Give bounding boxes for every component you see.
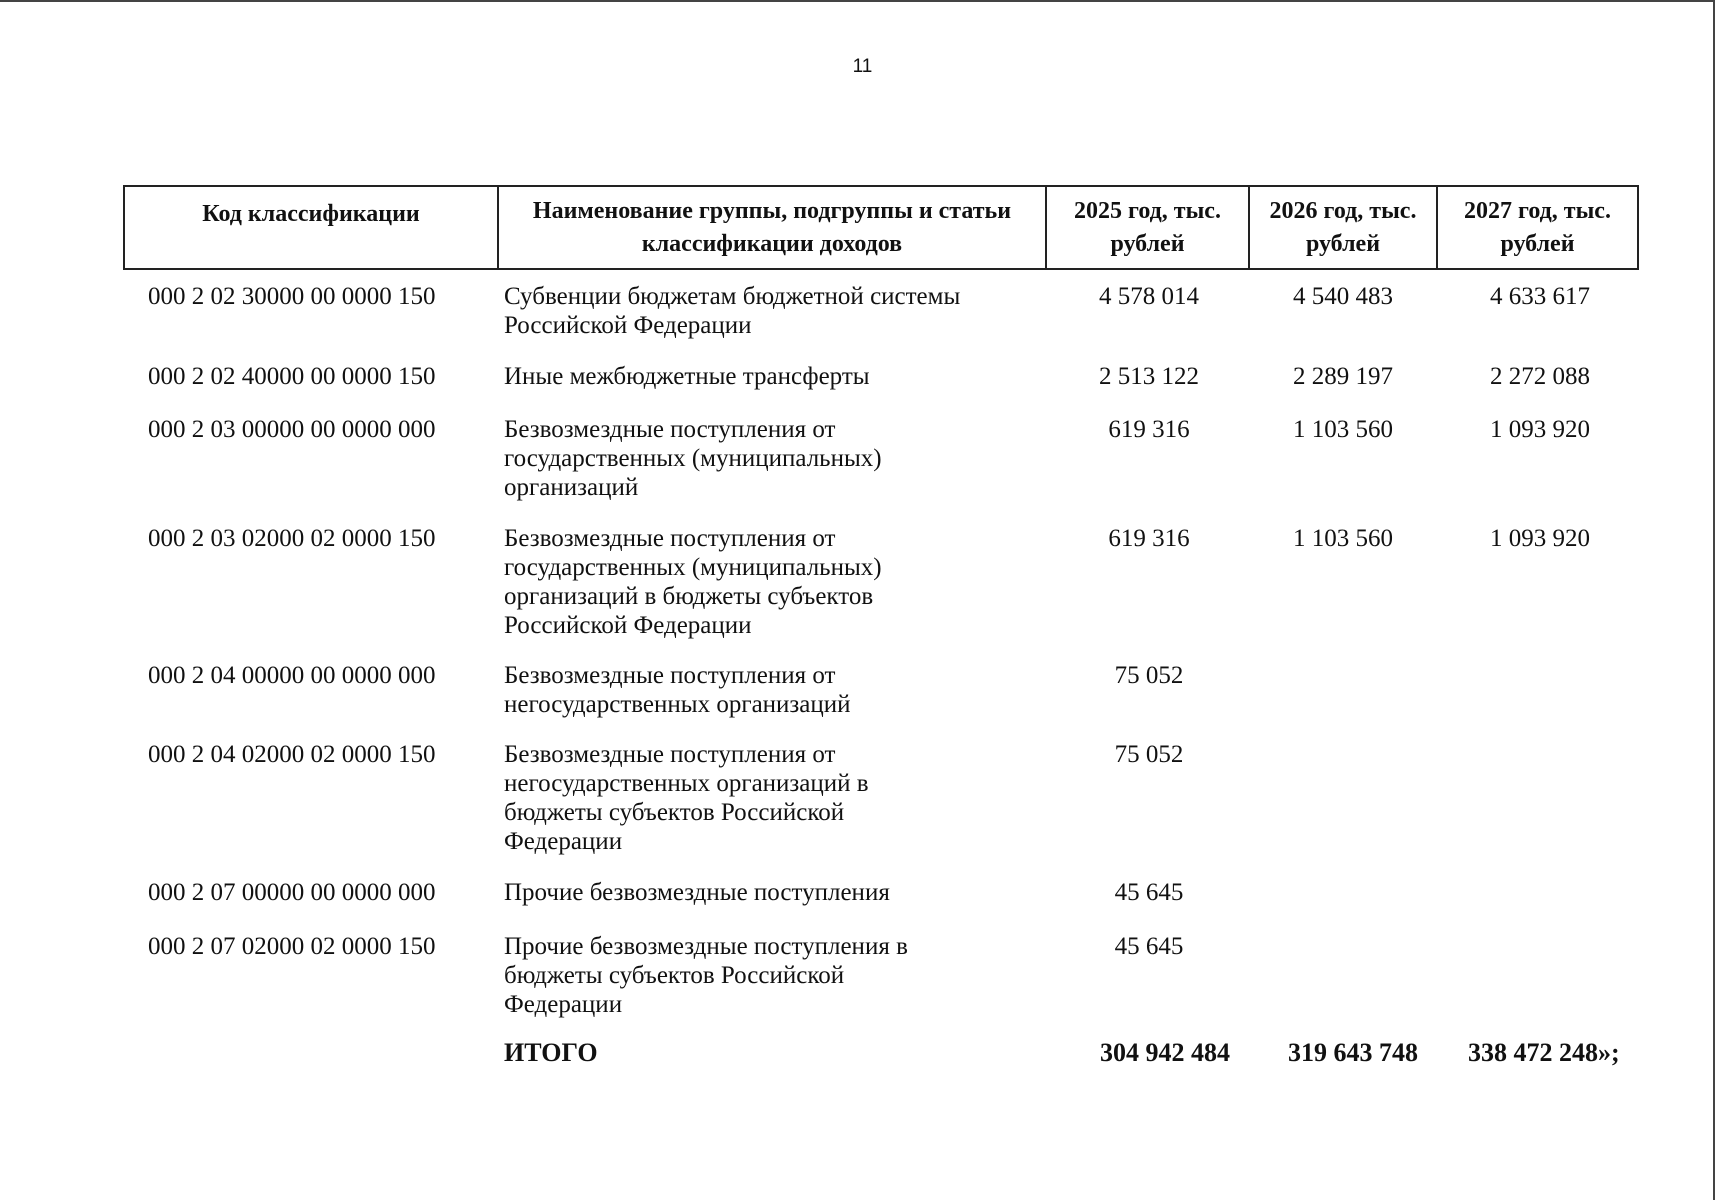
row-value-2026: 1 103 560 [1293,525,1393,552]
row-code: 000 2 07 00000 00 0000 000 [148,879,436,906]
total-label: ИТОГО [504,1038,598,1067]
row-code: 000 2 02 30000 00 0000 150 [148,283,436,310]
row-name: Безвозмездные поступления от негосударственных организаций в бюджеты субъектов Российской Федерации [504,741,869,855]
page-edge-top [0,0,1715,2]
row-name: Иные межбюджетные трансферты [504,363,870,390]
table-header [123,185,1639,270]
row-value-2027: 1 093 920 [1490,525,1590,552]
row-value-2026: 1 103 560 [1293,416,1393,443]
row-code: 000 2 07 02000 02 0000 150 [148,933,436,960]
row-value-2025: 2 513 122 [1099,363,1199,390]
row-value-2026: 2 289 197 [1293,363,1393,390]
row-name: Безвозмездные поступления от негосударственных организаций [504,662,851,718]
row-value-2026: 4 540 483 [1293,283,1393,310]
row-value-2025: 4 578 014 [1099,283,1199,310]
row-name: Безвозмездные поступления от государственных (муниципальных) организаций [504,416,882,501]
row-value-2027: 1 093 920 [1490,416,1590,443]
page-number: 11 [852,56,873,77]
row-value-2025: 619 316 [1108,416,1190,443]
row-name: Субвенции бюджетам бюджетной системы Российской Федерации [504,283,961,339]
row-value-2025: 45 645 [1114,933,1184,960]
row-value-2025: 75 052 [1114,662,1184,689]
row-value-2027: 2 272 088 [1490,363,1590,390]
header-2026: 2026 год, тыс. рублей [1250,187,1438,268]
row-code: 000 2 02 40000 00 0000 150 [148,363,436,390]
row-code: 000 2 03 00000 00 0000 000 [148,416,436,443]
row-value-2025: 45 645 [1114,879,1184,906]
row-value-2025: 619 316 [1108,525,1190,552]
total-2027: 338 472 248»; [1468,1038,1620,1067]
row-name: Прочие безвозмездные поступления [504,879,890,906]
row-name: Безвозмездные поступления от государственных (муниципальных) организаций в бюджеты субъектов Российской Федерации [504,525,882,639]
row-value-2025: 75 052 [1114,741,1184,768]
header-name: Наименование группы, подгруппы и статьи классификации доходов [499,187,1047,268]
header-2025: 2025 год, тыс. рублей [1047,187,1250,268]
header-2027: 2027 год, тыс. рублей [1464,197,1611,257]
total-2025: 304 942 484 [1100,1038,1230,1067]
row-name: Прочие безвозмездные поступления в бюджеты субъектов Российской Федерации [504,933,908,1018]
row-value-2027: 4 633 617 [1490,283,1590,310]
row-code: 000 2 04 02000 02 0000 150 [148,741,436,768]
row-code: 000 2 04 00000 00 0000 000 [148,662,436,689]
row-code: 000 2 03 02000 02 0000 150 [148,525,436,552]
total-2026: 319 643 748 [1288,1038,1418,1067]
header-code: Код классификации [125,187,499,268]
